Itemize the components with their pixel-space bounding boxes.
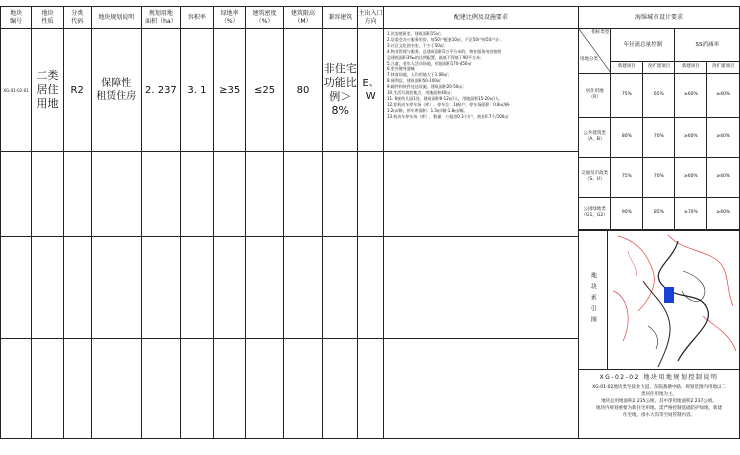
header-ancillary: 兼容建筑 — [323, 7, 358, 29]
sponge-value: ≥40% — [707, 73, 739, 117]
index-map-drawing — [608, 231, 739, 369]
facility-item: 2.居委会办公服务用房，每50户配套10㎡，不足50户按50户计； — [386, 36, 504, 42]
cell-green: ≥35 — [214, 29, 246, 152]
sponge-row-label: 居住用地 （R） — [579, 73, 611, 117]
cell-plan-desc: 保障性 租赁住房 — [91, 29, 141, 152]
sponge-value: ≥40% — [707, 157, 739, 197]
notes-line: 住宅地、排水大沟等空间管制内容。 — [622, 412, 695, 418]
sub-ext: 改扩建项目 — [643, 61, 675, 73]
facility-item: 13.机动车停车场（库），数量：公租房0.3个/户，商业0.7个/100㎡ — [386, 113, 509, 119]
notes-line: 地块总用地面积2.235公顷，其中净用地面积2.237公顷。 — [601, 398, 717, 404]
sponge-value: 70% — [643, 117, 675, 157]
header-sponge: 海绵城市设计要求 — [578, 7, 739, 29]
sponge-value: 75% — [611, 73, 643, 117]
facility-item: 1.2㎡/辆，停车库面积：1.5㎡/辆-1.8㎡/辆。 — [386, 107, 468, 113]
cell-plot-nature: 二类 居住 用地 — [32, 29, 64, 152]
sponge-corner — [579, 29, 611, 73]
header-area: 规划用地 面积（ha） — [141, 7, 180, 29]
facility-item: 8.便利店，建筑面积50-100㎡ — [386, 78, 441, 84]
cell-area: 2. 237 — [141, 29, 180, 152]
plot-notes — [579, 370, 739, 423]
notes-line: 类居住用地为主。 — [640, 391, 677, 397]
sponge-value: 65% — [643, 73, 675, 117]
cell-plot-no: XG-01-02-01 — [1, 29, 32, 152]
facility-item: 总建筑面积3‰的比例配置，最低不得低于90平方米； — [386, 54, 484, 60]
sponge-value: 90% — [611, 197, 643, 229]
header-plot-no: 地块 编号 — [1, 7, 32, 29]
sponge-row-label: 交通及市政类 （S、U） — [579, 157, 611, 197]
sponge-value: 85% — [643, 197, 675, 229]
cell-ancillary: 非住宅 功能比 例＞8% — [323, 29, 358, 152]
header-height: 建筑限高 （M） — [283, 7, 322, 29]
highlight-plot — [664, 287, 674, 303]
cell-far: 3. 1 — [180, 29, 213, 152]
facility-item: 7.休育场地，人均用地大于1.08㎡； — [386, 72, 452, 78]
facility-item: 10.生活垃圾收集点，用地面积40㎡； — [386, 90, 455, 96]
header-density: 建筑密度 （%） — [246, 7, 283, 29]
cell-density: ≤25 — [246, 29, 283, 152]
facility-item: 5.儿童、老年人活动场地，用地面积170-450㎡ — [386, 60, 472, 66]
header-entrance: 主出入口 方向 — [358, 7, 384, 29]
facility-item: 9.邮件和快件送达设施，建筑面积20-50㎡； — [386, 84, 467, 90]
corner-bottom-label: 用地分类 — [579, 57, 598, 62]
cell-height: 80 — [283, 29, 322, 152]
sponge-value: 75% — [611, 157, 643, 197]
cell-class-code: R2 — [63, 29, 91, 152]
sub-new: 新建项目 — [675, 61, 707, 73]
header-green: 绿地率 （%） — [214, 7, 246, 29]
index-map-label-text: 地块索引图 — [589, 272, 597, 327]
header-class-code: 分类 代码 — [63, 7, 91, 29]
header-plan-desc: 地块规划说明 — [91, 7, 141, 29]
facility-item: 3.社区文化图书室，不少于50㎡； — [386, 42, 448, 48]
notes-title: XG-02-02 地块用地规划控制说明 — [599, 373, 719, 381]
sponge-value: ≥60% — [675, 117, 707, 157]
sponge-row-label: 公园绿地类 （G1、G2） — [579, 197, 611, 229]
index-map — [608, 231, 739, 369]
facility-item: 4.物业管理与服务，总建筑面积1万平方米的，物业服务用房按照 — [386, 48, 502, 54]
facility-item: 12.非机动车停车场（库），停车位：1辆/户，停车场面积：0.8㎡/辆- — [386, 101, 511, 107]
sponge-value: ≥40% — [707, 117, 739, 157]
facility-item: 11. 6座幼儿园1处，建筑面积9-12㎡/人，用地面积15-20㎡/人； — [386, 95, 504, 101]
group-ss: SS消减率 — [675, 29, 739, 61]
sponge-value: ≥60% — [675, 157, 707, 197]
cell-entrance: E、W — [358, 29, 384, 152]
sponge-value: ≥70% — [675, 197, 707, 229]
sponge-value: 80% — [611, 117, 643, 157]
sponge-value: 70% — [643, 157, 675, 197]
header-far: 容积率 — [180, 7, 213, 29]
sponge-value: ≥40% — [707, 197, 739, 229]
index-map-label — [579, 231, 608, 369]
notes-line: 地块内规划重要为新住宅用地。需严格控制基础防护绿地，新建 — [595, 405, 722, 411]
sponge-panel — [578, 29, 739, 439]
corner-top-label: 指标类型 — [591, 30, 610, 35]
sponge-value: ≥60% — [675, 73, 707, 117]
sub-ext: 改扩建项目 — [707, 61, 739, 73]
facility-item: 1.治安值班室，建筑面积15㎡； — [386, 31, 444, 36]
facility-item: 6.室外健身器械 — [386, 66, 415, 72]
sub-new: 新建项目 — [611, 61, 643, 73]
header-plot-nature: 地块 性质 — [32, 7, 64, 29]
facilities-list — [383, 29, 578, 152]
group-runoff: 年径流总量控制 — [611, 29, 675, 61]
header-facilities: 配建比例及设施要求 — [383, 7, 578, 29]
index-map-section — [579, 230, 739, 370]
sponge-row-label: 公共建筑类 （A、B） — [579, 117, 611, 157]
control-table — [0, 6, 740, 439]
notes-line: XG-01-02地块类至盐业大道。东临燕塘中路。规划范围内用地以二 — [592, 384, 726, 390]
sponge-table — [579, 29, 739, 230]
